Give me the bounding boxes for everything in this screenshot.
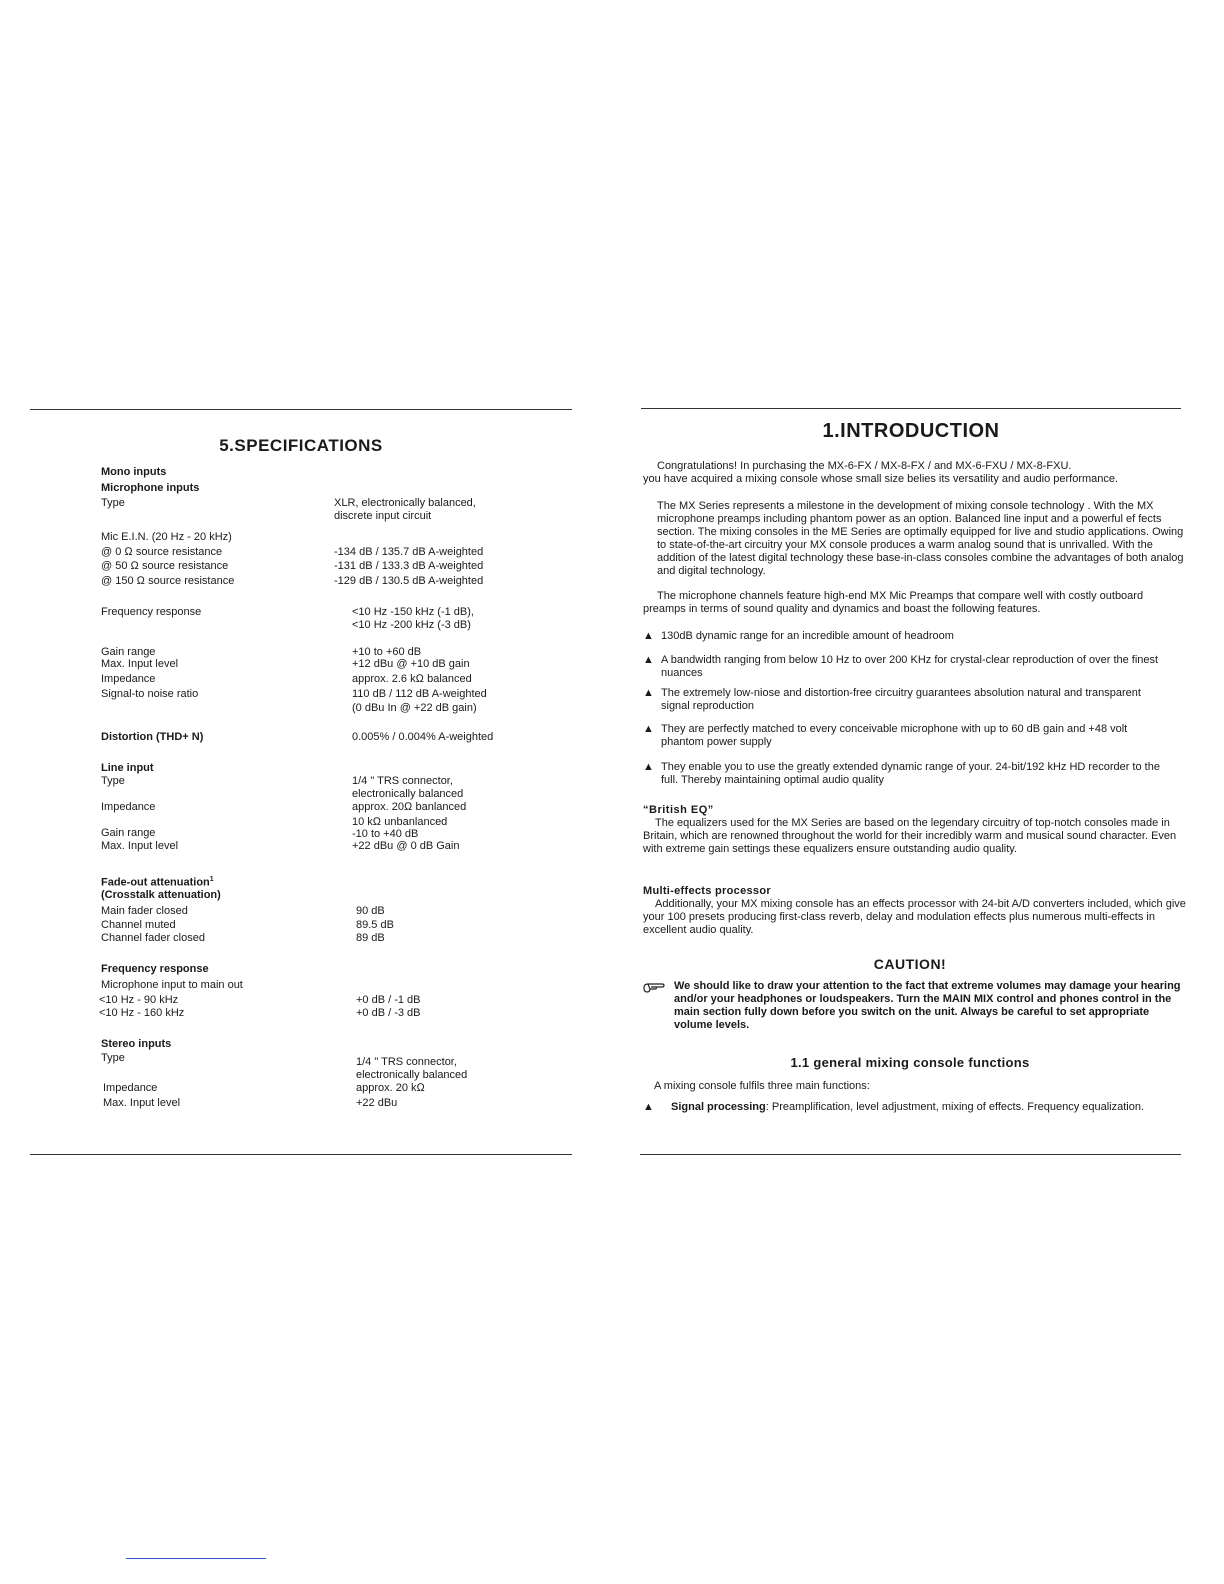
bullet-icon: ▲ [643,1101,654,1113]
distortion-label: Distortion (THD+ N) [101,731,204,743]
line-impedance-value-2: 10 kΩ unbanlanced [352,816,448,828]
line-gain-label: Gain range [101,827,156,839]
preamp-intro-line-2: preamps in terms of sound quality and dynamics and boast the following features. [643,603,1041,615]
max-input-label: Max. Input level [101,658,179,670]
bullet-icon: ▲ [643,761,654,773]
preamp-intro-line-1: The microphone channels feature high-end MX Mic Preamps that compare well with costly outboard [657,590,1144,602]
line-gain-value: -10 to +40 dB [352,828,419,840]
line-impedance-label: Impedance [101,801,156,813]
main-fader-value: 90 dB [356,905,385,917]
congrats-line-1: Congratulations! In purchasing the MX-6-FX / MX-8-FX / and MX-6-FXU / MX-8-FXU. [657,460,1072,472]
stereo-inputs-heading: Stereo inputs [101,1038,172,1050]
congrats-line-2: you have acquired a mixing console whose small size belies its versatility and audio performance. [643,473,1119,485]
line-input-heading: Line input [101,762,154,774]
snr-value-2: (0 dBu In @ +22 dB gain) [352,702,477,714]
mic-inputs-heading: Microphone inputs [101,482,200,494]
british-eq-text: The equalizers used for the MX Series are based on the legendary circuitry of top-notch consoles made in Britain, which are renowned throughout the world for their incredibly warm and musical sound character. Even with extreme gain settings these equalizers ensure outstanding audio quality. [643,817,1177,855]
mic-type-value-2: discrete input circuit [334,510,432,522]
stereo-max-value: +22 dBu [356,1097,398,1109]
line-impedance-value: approx. 20Ω banlanced [352,801,467,813]
right-top-rule [641,408,1181,409]
stereo-type-value-2: electronically balanced [356,1069,468,1081]
mx-series-paragraph: The MX Series represents a milestone in the development of mixing console technology . With the MX microphone preamps including phantom power as an option. Balanced line input and a powerful ef fects section. The mixing consoles in the ME Series are optimally equipped for live and studio applications. Owing to state-of-the-art circuitry your MX console produces a warm analog sound that is unrivalled. With the addition of the latest digital technology these base-in-class consoles combine the advantages of both analog and digital technology. [657,500,1184,577]
ein50-label: @ 50 Ω source resistance [101,560,229,572]
left-bottom-rule [30,1154,572,1155]
stereo-impedance-label: Impedance [103,1082,158,1094]
line-type-label: Type [101,775,125,787]
impedance-value: approx. 2.6 kΩ balanced [352,673,472,685]
mono-inputs-heading: Mono inputs [101,466,167,478]
introduction-title: 1.INTRODUCTION [822,420,1000,442]
freq-response-sub: Microphone input to main out [101,979,243,991]
section-intro: A mixing console fulfils three main functions: [654,1080,870,1092]
caution-title: CAUTION! [873,956,947,972]
line-type-value-2: electronically balanced [352,788,464,800]
channel-muted-label: Channel muted [101,919,176,931]
fr1-value: +0 dB / -1 dB [356,994,421,1006]
multi-effects-text: Additionally, your MX mixing console has an effects processor with 24-bit A/D converters included, which give your 100 presets producing first-class reverb, delay and modulation effects plus numerous multi-effects in excellent audio quality. [643,898,1186,936]
fr2-value: +0 dB / -3 dB [356,1007,421,1019]
line-type-value: 1/4 " TRS connector, [352,775,453,787]
feature-bullet-1: 130dB dynamic range for an incredible amount of headroom [661,630,954,642]
gain-value: +10 to +60 dB [352,646,422,658]
ein0-label: @ 0 Ω source resistance [101,546,223,558]
bullet-icon: ▲ [643,687,654,699]
fr2-label: <10 Hz - 160 kHz [99,1007,185,1019]
max-input-value: +12 dBu @ +10 dB gain [352,658,470,670]
main-fader-label: Main fader closed [101,905,188,917]
left-top-rule [30,409,572,410]
ein50-value: -131 dB / 133.3 dB A-weighted [334,560,484,572]
crosstalk-heading: (Crosstalk attenuation) [101,889,221,901]
channel-muted-value: 89.5 dB [356,919,394,931]
distortion-value: 0.005% / 0.004% A-weighted [352,731,494,743]
freq-value-2: <10 Hz -200 kHz (-3 dB) [352,619,471,631]
snr-label: Signal-to noise ratio [101,688,199,700]
channel-fader-value: 89 dB [356,932,385,944]
mic-type-label: Type [101,497,125,509]
signal-processing-line: Signal processing: Preamplification, level adjustment, mixing of effects. Frequency equalization. [671,1101,1145,1113]
bullet-icon: ▲ [643,654,654,666]
feature-bullet-3: The extremely low-niose and distortion-free circuitry guarantees absolution natural and transparent signal reproduction [661,687,1141,712]
feature-bullet-4: They are perfectly matched to every conceivable microphone with up to 60 dB gain and +48 volt phantom power supply [661,723,1128,748]
footer-link-underline [126,1558,266,1559]
feature-bullet-2: A bandwidth ranging from below 10 Hz to over 200 KHz for crystal-clear reproduction of over the finest nuances [661,654,1159,679]
section-1-1-title: 1.1 general mixing console functions [790,1055,1030,1070]
multi-effects-heading: Multi-effects processor [643,885,771,897]
snr-value: 110 dB / 112 dB A-weighted [352,688,487,700]
impedance-label: Impedance [101,673,156,685]
bullet-icon: ▲ [643,723,654,735]
bullet-icon: ▲ [643,630,654,642]
right-bottom-rule [640,1154,1181,1155]
ein-label: Mic E.I.N. (20 Hz - 20 kHz) [101,531,232,543]
ein0-value: -134 dB / 135.7 dB A-weighted [334,546,484,558]
stereo-type-label: Type [101,1052,125,1064]
freq-response-heading: Frequency response [101,963,209,975]
ein150-label: @ 150 Ω source resistance [101,575,235,587]
freq-label: Frequency response [101,606,202,618]
channel-fader-label: Channel fader closed [101,932,205,944]
stereo-max-label: Max. Input level [103,1097,181,1109]
mic-type-value: XLR, electronically balanced, [334,497,476,509]
stereo-type-value: 1/4 " TRS connector, [356,1056,457,1068]
line-max-label: Max. Input level [101,840,179,852]
pointing-hand-icon [642,980,666,994]
fade-out-heading: Fade-out attenuation$^1$ [101,876,214,889]
feature-bullet-5: They enable you to use the greatly extended dynamic range of your. 24-bit/192 kHz HD recorder to the full. Thereby maintaining optimal audio quality [661,761,1160,786]
stereo-impedance-value: approx. 20 kΩ [356,1082,425,1094]
british-eq-heading: “British EQ” [643,804,714,816]
gain-label: Gain range [101,646,156,658]
fr1-label: <10 Hz - 90 kHz [99,994,179,1006]
caution-text: We should like to draw your attention to the fact that extreme volumes may damage your hearing and/or your headphones or loudspeakers. Turn the MAIN MIX control and phones control in the main section fully down before you switch on the unit. Always be careful to set appropriate volume levels. [674,980,1181,1031]
specifications-title: 5.SPECIFICATIONS [219,436,383,455]
ein150-value: -129 dB / 130.5 dB A-weighted [334,575,484,587]
line-max-value: +22 dBu @ 0 dB Gain [352,840,460,852]
freq-value: <10 Hz -150 kHz (-1 dB), [352,606,474,618]
